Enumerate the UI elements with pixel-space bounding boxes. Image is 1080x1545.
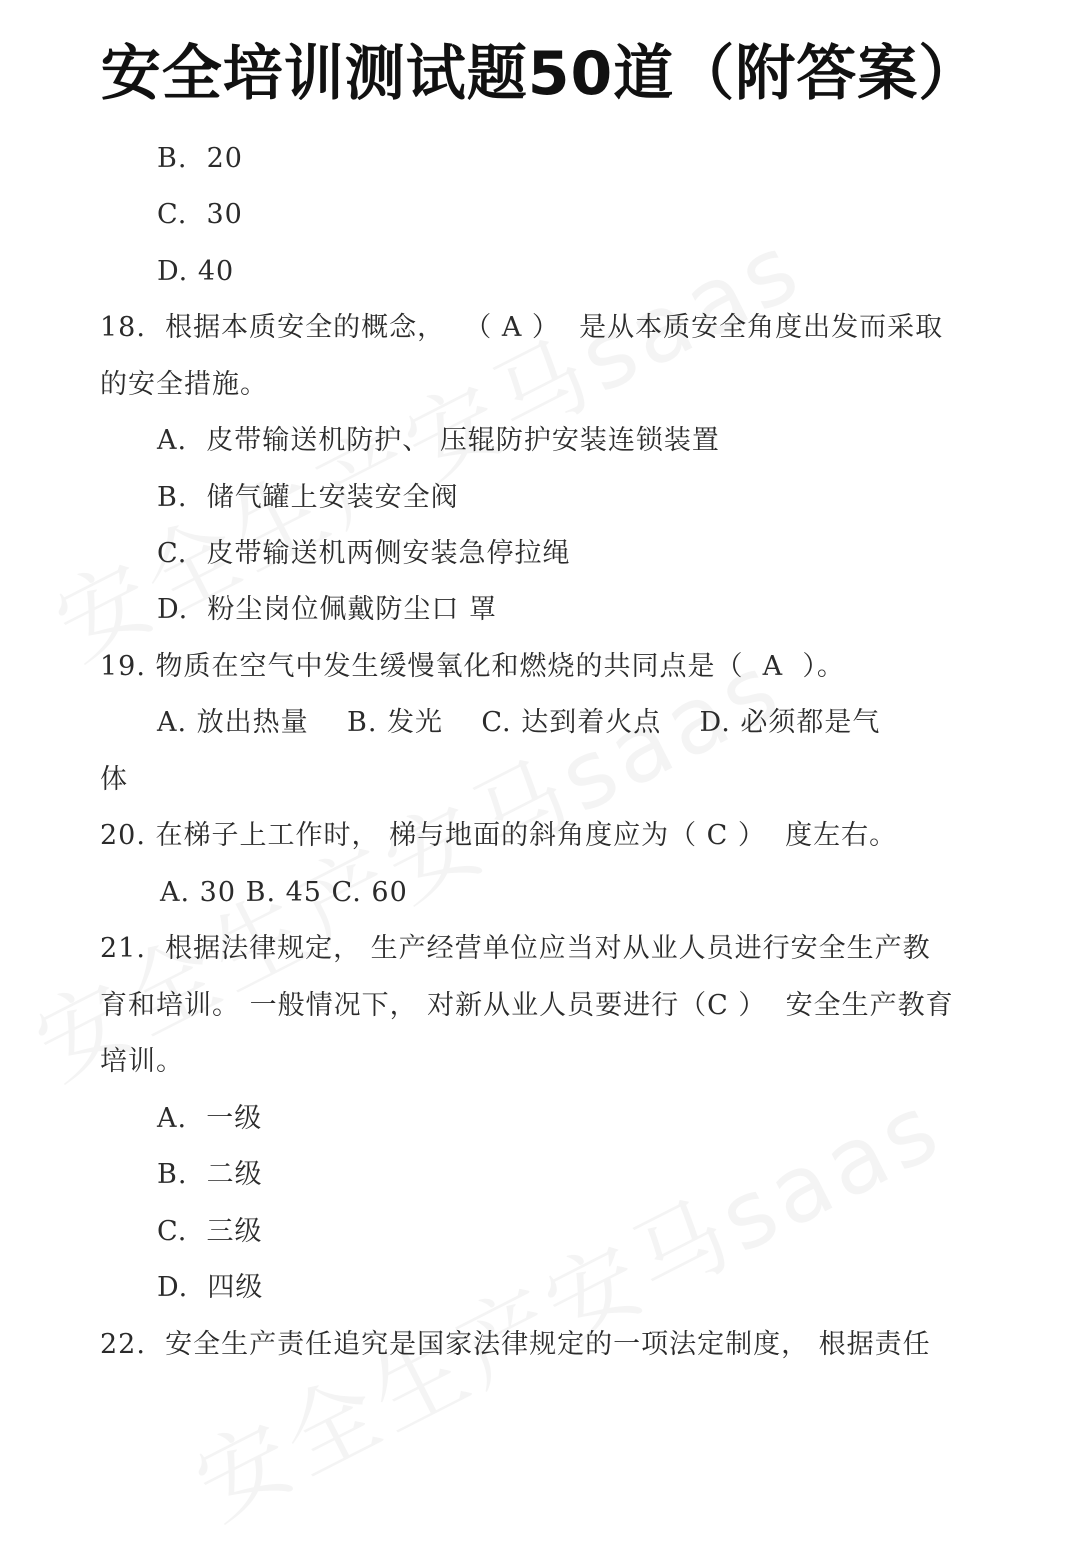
- question-22: 22. 安全生产责任追究是国家法律规定的一项法定制度， 根据责任: [100, 1329, 931, 1360]
- option-17-b: B. 20: [157, 143, 243, 174]
- question-21-cont: 育和培训。 一般情况下， 对新从业人员要进行（C ） 安全生产教育: [100, 990, 954, 1021]
- question-21: 21. 根据法律规定， 生产经营单位应当对从业人员进行安全生产教: [100, 933, 931, 964]
- question-18-cont: 的安全措施。: [100, 369, 268, 400]
- watermark-3: [170, 1055, 961, 1545]
- option-18-b: B. 储气罐上安装安全阀: [157, 482, 459, 513]
- watermark-2: [10, 615, 801, 1105]
- option-17-d: D. 40: [157, 256, 235, 287]
- option-21-b: B. 二级: [157, 1159, 263, 1190]
- option-18-a: A. 皮带输送机防护、 压辊防护安装连锁装置: [157, 425, 720, 456]
- question-20: 20. 在梯子上工作时， 梯与地面的斜角度应为（ C ） 度左右。: [100, 820, 898, 851]
- question-18: 18. 根据本质安全的概念， （ A ） 是从本质安全角度出发而采取: [100, 312, 944, 343]
- option-21-d: D. 四级: [157, 1272, 264, 1303]
- option-18-d: D. 粉尘岗位佩戴防尘口 罩: [157, 594, 498, 625]
- question-21-cont2: 培训。: [100, 1046, 184, 1077]
- option-18-c: C. 皮带输送机两侧安装急停拉绳: [157, 538, 571, 569]
- option-17-c: C. 30: [157, 199, 243, 230]
- options-19: A. 放出热量 B. 发光 C. 达到着火点 D. 必须都是气: [157, 707, 881, 738]
- options-19-cont: 体: [100, 764, 128, 795]
- option-21-c: C. 三级: [157, 1216, 263, 1247]
- option-21-a: A. 一级: [157, 1103, 263, 1134]
- options-20: A. 30 B. 45 C. 60: [160, 877, 408, 908]
- page-title: 安全培训测试题50道（附答案）: [100, 39, 980, 109]
- question-19: 19. 物质在空气中发生缓慢氧化和燃烧的共同点是（ A ）。: [100, 651, 845, 682]
